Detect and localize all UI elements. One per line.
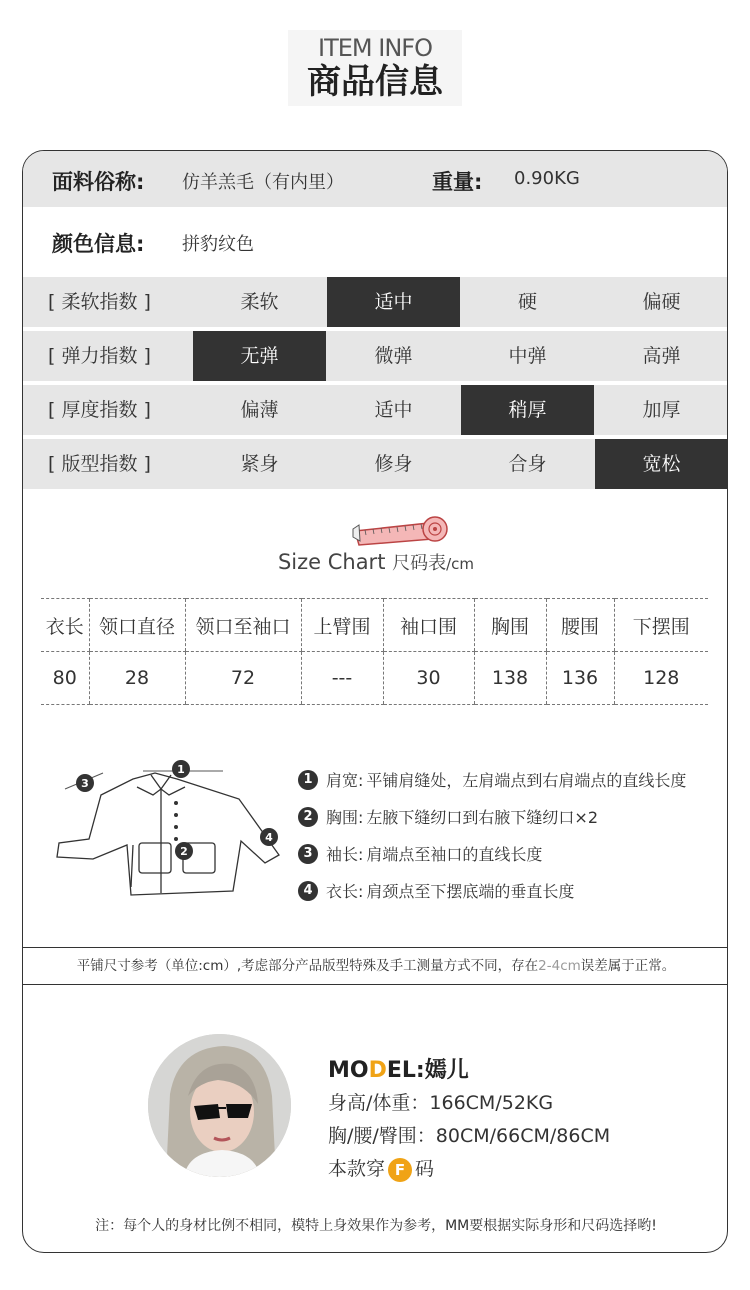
size-value: 136 — [546, 652, 614, 705]
model-name: 嫣儿 — [424, 1058, 469, 1083]
wear-suffix: 码 — [415, 1158, 435, 1180]
index-option-selected: 无弹 — [193, 331, 326, 381]
size-header: 腰围 — [546, 599, 614, 652]
size-badge: F — [388, 1158, 412, 1182]
coat-buttons — [174, 801, 178, 841]
index-row-fit — [23, 439, 728, 489]
model-portrait — [148, 1034, 291, 1177]
size-header: 下摆围 — [614, 599, 708, 652]
product-info-card — [22, 150, 728, 1253]
index-option: 硬 — [517, 291, 537, 313]
diagram-label-4: 4 — [265, 831, 273, 844]
footnote: 注：每个人的身材比例不相同，模特上身效果作为参考，MM要根据实际身形和尺码选择哟! — [95, 1218, 657, 1234]
size-chart-title-en: Size Chart — [277, 550, 386, 574]
size-chart-title — [23, 549, 728, 575]
index-option: 偏薄 — [240, 399, 279, 421]
measuring-tape-icon — [351, 515, 451, 547]
wear-prefix: 本款穿 — [328, 1158, 386, 1180]
model-info — [328, 1053, 610, 1186]
reference-highlight: 2-4cm — [538, 958, 581, 974]
header-title-cn: 商品信息 — [307, 62, 443, 102]
model-title-d: D — [368, 1058, 387, 1083]
note-number: 4 — [298, 881, 318, 901]
note-key: 肩宽: — [326, 771, 364, 790]
index-option: 柔软 — [240, 291, 279, 313]
size-value: 30 — [383, 652, 474, 705]
note-number: 3 — [298, 844, 318, 864]
note-text: 左腋下缝纫口到右腋下缝纫口×2 — [366, 808, 598, 827]
index-option: 高弹 — [642, 345, 681, 367]
size-value: 80 — [41, 652, 89, 705]
size-value: 128 — [614, 652, 708, 705]
measurement-notes — [298, 761, 686, 909]
index-option: 偏硬 — [642, 291, 681, 313]
size-table-header-row — [41, 599, 708, 652]
index-row-softness — [23, 277, 728, 327]
index-option: 紧身 — [240, 453, 279, 475]
size-value: 138 — [474, 652, 546, 705]
model-height-weight: 身高/体重：166CM/52KG — [328, 1092, 554, 1114]
index-option: 加厚 — [642, 399, 681, 421]
index-option-selected: 适中 — [327, 277, 460, 327]
index-option: 修身 — [374, 453, 413, 475]
size-chart-unit: /cm — [446, 555, 475, 573]
index-row-elasticity — [23, 331, 728, 381]
coat-outline — [57, 773, 279, 895]
size-header: 袖口围 — [383, 599, 474, 652]
diagram-label-3: 3 — [81, 777, 89, 790]
coat-measurement-diagram — [49, 759, 281, 901]
weight-label: 重量: — [432, 170, 483, 194]
note-text: 肩颈点至下摆底端的垂直长度 — [366, 882, 575, 901]
note-sleeve — [298, 835, 686, 872]
measure-lines — [65, 771, 281, 897]
note-number: 1 — [298, 770, 318, 790]
note-key: 袖长: — [326, 845, 364, 864]
size-table-value-row — [41, 652, 708, 705]
note-key: 衣长: — [326, 882, 364, 901]
fabric-value: 仿羊羔毛（有内里） — [182, 172, 344, 193]
weight-value: 0.90KG — [514, 168, 580, 189]
size-table — [41, 598, 708, 705]
model-title-el: EL: — [386, 1058, 425, 1083]
size-value: 28 — [89, 652, 185, 705]
reference-text-end: 误差属于正常。 — [580, 958, 676, 974]
model-title-mo: MO — [328, 1058, 369, 1083]
header-title-en: ITEM INFO — [318, 34, 432, 62]
note-length — [298, 872, 686, 909]
index-option: 适中 — [374, 399, 413, 421]
note-number: 2 — [298, 807, 318, 827]
size-header: 衣长 — [41, 599, 89, 652]
item-info-header — [288, 30, 462, 106]
model-title — [328, 1053, 610, 1087]
size-header: 领口至袖口 — [185, 599, 301, 652]
size-reference-note — [23, 947, 728, 985]
diagram-label-1: 1 — [177, 763, 185, 776]
diagram-label-2: 2 — [180, 845, 188, 858]
model-size-worn — [328, 1153, 610, 1186]
index-option: 中弹 — [508, 345, 547, 367]
color-label: 颜色信息: — [52, 232, 145, 256]
fabric-row — [23, 151, 728, 207]
reference-text: 平铺尺寸参考（单位:cm）,考虑部分产品版型特殊及手工测量方式不同，存在 — [76, 958, 539, 974]
index-option: 微弹 — [374, 345, 413, 367]
index-name: [ 柔软指数 ] — [48, 291, 151, 313]
index-row-thickness — [23, 385, 728, 435]
index-name: [ 弹力指数 ] — [48, 345, 151, 367]
size-header: 胸围 — [474, 599, 546, 652]
note-text: 平铺肩缝处，左肩端点到右肩端点的直线长度 — [366, 771, 687, 790]
index-option-selected: 宽松 — [595, 439, 728, 489]
note-shoulder — [298, 761, 686, 798]
fabric-label: 面料俗称: — [52, 170, 145, 194]
size-chart-title-cn: 尺码表 — [392, 553, 447, 574]
note-key: 胸围: — [326, 808, 364, 827]
note-chest — [298, 798, 686, 835]
color-value: 拼豹纹色 — [182, 234, 254, 255]
index-name: [ 厚度指数 ] — [48, 399, 151, 421]
index-option: 合身 — [508, 453, 547, 475]
size-header: 上臂围 — [301, 599, 383, 652]
index-option-selected: 稍厚 — [461, 385, 594, 435]
size-header: 领口直径 — [89, 599, 185, 652]
model-avatar — [148, 1034, 291, 1177]
size-value: 72 — [185, 652, 301, 705]
model-measurements: 胸/腰/臀围：80CM/66CM/86CM — [328, 1125, 611, 1147]
size-value: --- — [301, 652, 383, 705]
index-name: [ 版型指数 ] — [48, 453, 151, 475]
note-text: 肩端点至袖口的直线长度 — [366, 845, 543, 864]
